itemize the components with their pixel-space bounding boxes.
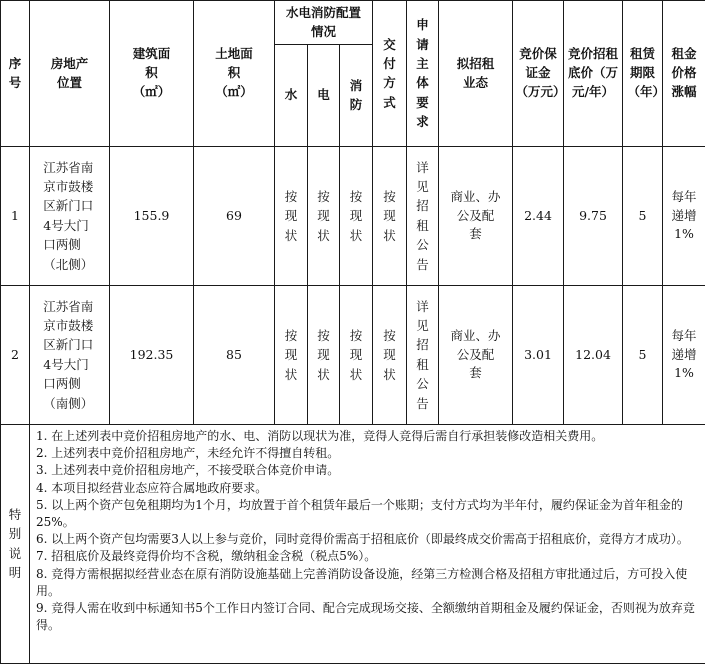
header-electricity: 电 (308, 45, 340, 147)
cell-increase: 每年 递增 1% (663, 147, 705, 286)
header-location: 房地产位置 (30, 1, 110, 147)
header-floor-area: 建筑面积（㎡） (110, 1, 194, 147)
header-business: 拟招租业态 (439, 1, 513, 147)
cell-index: 1 (1, 147, 30, 286)
header-index: 序号 (1, 1, 30, 147)
cell-increase: 每年 递增 1% (663, 286, 705, 425)
cell-base-price: 9.75 (564, 147, 623, 286)
table-row (1, 147, 705, 286)
header-land-area: 土地面积（㎡） (194, 1, 275, 147)
cell-fire: 按现状 (340, 147, 373, 286)
header-delivery: 交付方式 (373, 1, 407, 147)
cell-applicant: 详见招租公告 (407, 147, 439, 286)
cell-land-area: 85 (194, 286, 275, 425)
cell-delivery: 按现状 (373, 147, 407, 286)
table-row (1, 286, 705, 425)
cell-floor-area: 192.35 (110, 286, 194, 425)
cell-delivery: 按现状 (373, 286, 407, 425)
cell-electricity: 按现状 (308, 147, 340, 286)
cell-term: 5 (623, 147, 663, 286)
note-item: 3. 上述列表中竞价招租房地产，不接受联合体竞价申请。 (36, 462, 699, 479)
cell-location: 江苏省南京市鼓楼区新门口4号大门口两侧（北侧） (30, 147, 110, 286)
note-item: 8. 竞得方需根据拟经营业态在原有消防设施基础上完善消防设备设施，经第三方检测合格及招租方审批通过后，方可投入使用。 (36, 566, 699, 600)
header-increase: 租金价格涨幅 (663, 1, 705, 147)
cell-electricity: 按现状 (308, 286, 340, 425)
cell-location: 江苏省南京市鼓楼区新门口4号大门口两侧（南侧） (30, 286, 110, 425)
header-base-price: 竞价招租底价（万元/年） (564, 1, 623, 147)
notes-label: 特别说明 (1, 425, 30, 664)
cell-term: 5 (623, 286, 663, 425)
note-item: 5. 以上两个资产包免租期均为1个月，均放置于首个租赁年最后一个账期；支付方式均为半年付，履约保证金为首年租金的25%。 (36, 497, 699, 531)
note-item: 7. 招租底价及最终竞得价均不含税，缴纳租金含税（税点5%）。 (36, 548, 699, 565)
cell-business: 商业、办 公及配 套 (439, 147, 513, 286)
header-water: 水 (275, 45, 308, 147)
cell-applicant: 详见招租公告 (407, 286, 439, 425)
cell-floor-area: 155.9 (110, 147, 194, 286)
note-item: 6. 以上两个资产包均需要3人以上参与竞价，同时竞得价需高于招租底价（即最终成交价需高于招租底价，竞得方才成功）。 (36, 531, 699, 548)
header-utility-group: 水电消防配置情况 (275, 1, 373, 45)
cell-fire: 按现状 (340, 286, 373, 425)
cell-deposit: 2.44 (513, 147, 564, 286)
header-applicant: 申请主体要求 (407, 1, 439, 147)
note-item: 9. 竞得人需在收到中标通知书5个工作日内签订合同、配合完成现场交接、全额缴纳首期租金及履约保证金，否则视为放弃竞得。 (36, 600, 699, 634)
cell-water: 按现状 (275, 286, 308, 425)
cell-water: 按现状 (275, 147, 308, 286)
note-item: 2. 上述列表中竞价招租房地产，未经允许不得擅自转租。 (36, 445, 699, 462)
header-fire: 消防 (340, 45, 373, 147)
cell-base-price: 12.04 (564, 286, 623, 425)
cell-deposit: 3.01 (513, 286, 564, 425)
header-term: 租赁期限（年） (623, 1, 663, 147)
cell-land-area: 69 (194, 147, 275, 286)
cell-business: 商业、办 公及配 套 (439, 286, 513, 425)
cell-index: 2 (1, 286, 30, 425)
note-item: 4. 本项目拟经营业态应符合属地政府要求。 (36, 480, 699, 497)
note-item: 1. 在上述列表中竞价招租房地产的水、电、消防以现状为准，竞得人竞得后需自行承担装修改造相关费用。 (36, 428, 699, 445)
notes-list (30, 425, 705, 664)
header-deposit: 竞价保证金（万元） (513, 1, 564, 147)
